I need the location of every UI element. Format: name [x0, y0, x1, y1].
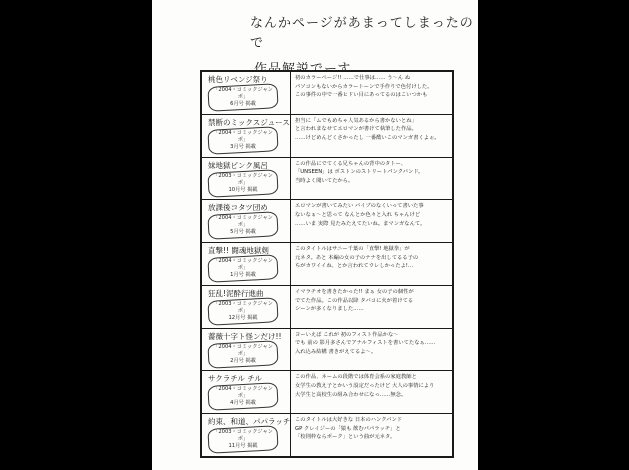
work-info — [202, 371, 291, 413]
work-commentary — [291, 414, 452, 456]
publication-issue: 3月号 掲載 — [230, 143, 256, 150]
commentary-line: 入れ込み結構 書きがえてるよ〜。 — [295, 348, 377, 355]
publication-magazine: 「2004・コミックジャンボ」 — [213, 215, 273, 229]
commentary-line: ちがカワイイね、とか言われてウレしかったよ!… — [295, 263, 414, 270]
commentary-line: この事件の中で一番ヒドい目にあってるのはこいつかも — [295, 92, 428, 99]
table-row — [202, 158, 452, 201]
publication-info — [209, 214, 277, 237]
commentary-line: ……いま 実際 見たみたえてたいね。まマンガなんて。 — [295, 220, 426, 227]
work-commentary — [291, 286, 452, 328]
table-row — [202, 243, 452, 286]
publication-magazine: 「2004・コミックジャンボ」 — [213, 87, 273, 100]
commentary-line: ないなぁ～と思って なんとか色々と入れ ちゃんけど — [295, 211, 421, 218]
commentary-line: 女学生の教え子とかいう設定だったけど 大人の事情により — [295, 383, 435, 390]
work-commentary — [291, 72, 452, 114]
table-row — [202, 286, 452, 329]
work-commentary — [291, 371, 452, 413]
commentary-line: この作品にでてくる兄ちゃんの背中のタトー、 — [295, 160, 407, 167]
work-info — [202, 158, 291, 200]
work-info — [202, 243, 291, 285]
table-row — [202, 115, 452, 158]
publication-magazine: 「2004・コミックジャンボ」 — [213, 343, 273, 357]
work-title: 桃色リベンジ祭り — [208, 75, 268, 84]
work-title: 狂乱!泥酔行進曲 — [208, 288, 264, 298]
commentary-line: シーンが多くなりました…… — [295, 306, 364, 313]
publication-magazine: 「2003・コミックジャンボ」 — [213, 300, 273, 314]
publication-issue: 1月号 掲載 — [230, 272, 256, 279]
work-title: 妹地獄ピンク風呂 — [208, 160, 268, 170]
publication-info — [209, 257, 277, 280]
table-row — [202, 371, 452, 414]
commentary-line: 「UNSEEN」は ボストンのストリートパンクバンド。 — [295, 169, 424, 176]
work-commentary — [291, 158, 452, 200]
commentary-line: このタイトルはサニー千葉の「直撃! 地獄拳」が — [295, 246, 410, 253]
publication-magazine: 「2004・コミックジャンボ」 — [213, 386, 273, 400]
commentary-line: 初のカラーページ!! ……で仕事は…… う〜ん ぬ — [295, 75, 411, 81]
work-title: 約束、和道、パパラッチ — [208, 417, 291, 427]
publication-issue: 12月号 掲載 — [228, 314, 258, 321]
work-info — [202, 414, 291, 456]
publication-info — [209, 172, 277, 195]
publication-issue: 5月号 掲載 — [230, 229, 256, 236]
publication-issue: 6月号 掲載 — [230, 101, 256, 107]
commentary-line: でも 前の 影月多さんでアナルフィストを書いてたなぁ…… — [295, 340, 436, 347]
work-info — [202, 72, 291, 114]
table-row — [202, 414, 452, 456]
table-row — [202, 72, 452, 115]
publication-issue: 2月号 掲載 — [230, 357, 256, 364]
table-row — [202, 200, 452, 243]
commentary-line: 当時よく聞いてたから。 — [295, 177, 354, 184]
commentary-line: 元ネタ。あと 本編の女の子のナナを出してるる子の — [295, 254, 419, 261]
publication-magazine: 「2003・コミックジャンボ」 — [213, 172, 273, 186]
commentary-line: この作品、ネームの段階では体育会系の家庭教師と — [295, 374, 417, 381]
publication-info — [209, 129, 277, 152]
commentary-line: でてた作品。この作品以降 タバコに火が着けてる — [295, 297, 414, 304]
table-row — [202, 329, 452, 372]
commentary-line: GP クレイジーの「猿も 飲むパパラッチ」と — [295, 425, 401, 432]
work-commentary — [291, 115, 452, 157]
work-title: サクラチル チル — [208, 374, 262, 384]
commentary-line: このタイトルは大好きな 日本のハンクバンド — [295, 417, 403, 424]
commentary-line: エロマンが書いてみたい バイブのなくいって書いた事 — [295, 203, 424, 210]
commentary-line: 「校則枠ならポーク」という曲が元ネタ。 — [295, 434, 396, 441]
work-info — [202, 329, 291, 371]
commentary-line: と言われまなせてエロマンが書けて執筆した作品。 — [295, 126, 417, 133]
work-title: 薔薇十字ト怪ンだけ!! — [208, 331, 282, 341]
commentary-line: パソコンもないからカラートーンで手作りで色付けした。 — [295, 83, 433, 90]
commentary-table — [200, 70, 454, 458]
work-title: 放課後コタツ団め — [208, 203, 268, 213]
publication-magazine: 「2004・コミックジャンボ」 — [213, 129, 273, 143]
work-title: 禁断のミックスジュース — [208, 117, 290, 127]
publication-info — [209, 300, 277, 323]
commentary-line: ……けどめんどくさかったし 一番酷いこのマンガ書くよぉ。 — [295, 134, 440, 141]
heading-line-1: なんかページがあまってしまったので — [250, 16, 474, 51]
commentary-line: 担当に「ムでもめちゃ人気あるから書かないとね」 — [295, 117, 417, 124]
work-info — [202, 115, 291, 157]
publication-info — [209, 428, 277, 451]
publication-magazine: 「2004・コミックジャンボ」 — [213, 258, 273, 272]
commentary-line: 大学生と高校生の組み合わせになっ……無念。 — [295, 391, 407, 398]
work-info — [202, 200, 291, 242]
publication-info — [209, 343, 277, 366]
publication-info — [209, 385, 277, 408]
commentary-line: イマラチオを書きたかった!! まぁ 女の子の個性が — [295, 288, 414, 295]
work-info — [202, 286, 291, 328]
commentary-line: ヨーいえば これが 初のフィスト作品かな〜 — [295, 331, 399, 338]
work-title: 直撃!! 闘魂地獄剣 — [208, 246, 269, 256]
publication-issue: 4月号 掲載 — [230, 400, 256, 407]
work-commentary — [291, 329, 452, 371]
work-commentary — [291, 243, 452, 285]
publication-issue: 10月号 掲載 — [228, 186, 258, 193]
work-commentary — [291, 200, 452, 242]
publication-magazine: 「2003・コミックジャンボ」 — [213, 429, 273, 443]
publication-info — [209, 86, 277, 109]
publication-issue: 11月号 掲載 — [228, 443, 258, 450]
